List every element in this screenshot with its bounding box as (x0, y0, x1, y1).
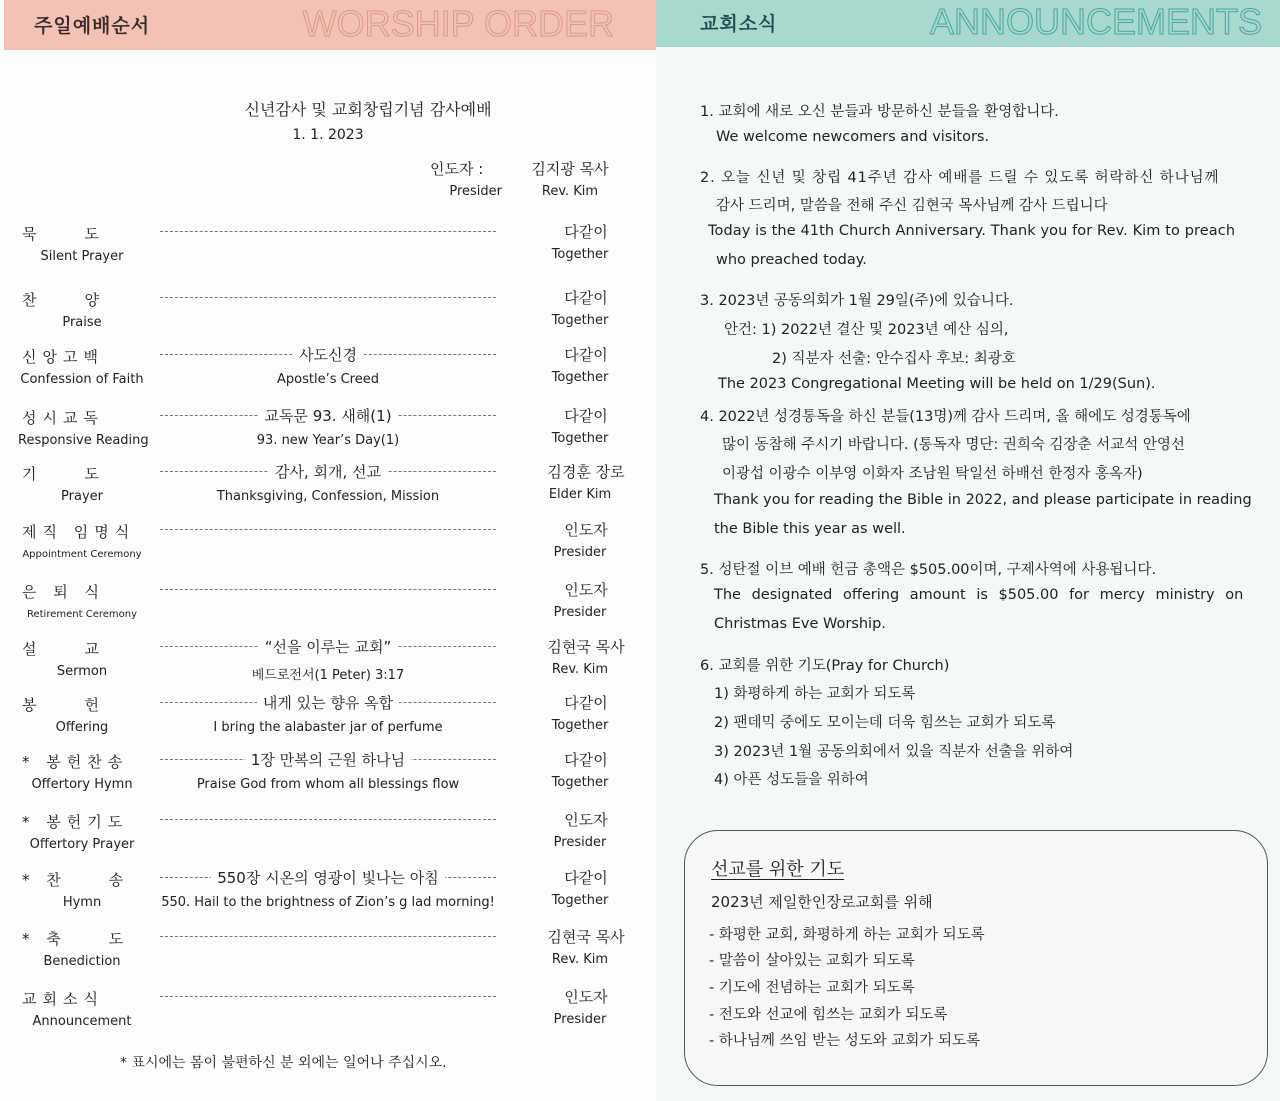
order-item-leader-ko: 다같이 (564, 223, 608, 241)
order-item-leader-en: Elder Kim (548, 487, 612, 502)
dashed-leader (160, 529, 496, 530)
order-item-name-ko: 은 퇴 식 (22, 583, 106, 601)
order-item-leader-en: Together (551, 431, 609, 446)
mission-prayer-item: - 화평한 교회, 화평하게 하는 교회가 되도록 (709, 927, 985, 943)
presider-label-ko: 인도자 : (430, 160, 484, 178)
worship-order-header (4, 0, 656, 50)
order-item-leader-en: Presider (553, 605, 607, 620)
announcement-line: The designated offering amount is $505.00 for mercy ministry on (714, 587, 1244, 603)
announcement-line: 1) 화평하게 하는 교회가 되도록 (714, 686, 916, 702)
announcement-line: 2) 팬데믹 중에도 모이는데 더욱 힘쓰는 교회가 되도록 (714, 715, 1056, 731)
announcements-title-ko: 교회소식 (700, 13, 778, 35)
order-item (0, 694, 656, 750)
mission-prayer-item: - 기도에 전념하는 교회가 되도록 (709, 980, 915, 996)
order-item-leader-ko: 다같이 (564, 346, 608, 364)
order-item (0, 638, 656, 694)
order-item-detail-ko (160, 636, 496, 657)
order-item-leader-ko: 김현국 목사 (547, 928, 625, 946)
order-item (0, 521, 656, 577)
worship-order-title-en: WORSHIP ORDER (302, 3, 614, 44)
worship-order-title-ko: 주일예배순서 (34, 15, 151, 37)
dashed-leader (160, 231, 496, 232)
order-item-name-en: Silent Prayer (40, 249, 124, 264)
order-item (0, 928, 656, 984)
order-item-name-en: Announcement (32, 1014, 132, 1029)
order-item-leader-ko: 다같이 (564, 869, 608, 887)
order-item-detail-en: 93. new Year’s Day(1) (256, 433, 400, 448)
announcement-line: 1. 교회에 새로 오신 분들과 방문하신 분들을 환영합니다. (700, 104, 1059, 120)
dashed-leader (160, 936, 496, 937)
order-item-leader-en: Presider (553, 1012, 607, 1027)
dashed-leader (160, 589, 496, 590)
order-item-leader-ko: 다같이 (564, 289, 608, 307)
order-item-leader-ko: 인도자 (564, 811, 608, 829)
order-item-detail-en: Apostle’s Creed (276, 372, 379, 387)
dashed-leader (160, 996, 496, 997)
order-item-name-en: Benediction (43, 954, 121, 969)
order-item-leader-ko: 다같이 (564, 694, 608, 712)
announcement-line: 많이 동참해 주시기 바랍니다. (통독자 명단: 권희숙 김장춘 서교석 안영선 (722, 437, 1185, 453)
announcement-line: 2) 직분자 선출: 안수집사 후보: 최광호 (772, 351, 1016, 367)
announcement-line: who preached today. (716, 252, 867, 268)
presider-label-en: Presider (449, 184, 502, 199)
order-item-name-ko: 찬 양 (22, 291, 105, 309)
order-item-name-ko: 성시교독 (22, 409, 104, 427)
order-item-name-en: Prayer (61, 489, 103, 504)
order-item-name-en: Praise (62, 315, 102, 330)
order-item-detail-ko-text: 550장 시온의 영광이 빛나는 아침 (211, 869, 445, 887)
order-item-detail-ko (160, 344, 496, 365)
order-item-name-ko: 설 교 (22, 640, 105, 658)
order-item (0, 346, 656, 402)
order-item-detail-ko-text: 교독문 93. 새해(1) (258, 407, 397, 425)
announcements-title-en: ANNOUNCEMENTS (929, 1, 1262, 42)
announcement-line: 4. 2022년 성경통독을 하신 분들(13명)께 감사 드리며, 올 해에도 성경통독에 (700, 409, 1191, 425)
dashed-leader (160, 297, 496, 298)
announcement-line: the Bible this year as well. (714, 521, 906, 537)
dashed-leader (160, 819, 496, 820)
service-date: 1. 1. 2023 (292, 127, 364, 143)
order-item-detail-ko-text: 감사, 회개, 선교 (269, 463, 387, 481)
order-item-leader-en: Together (551, 775, 609, 790)
announcement-line: 4) 아픈 성도들을 위하여 (714, 772, 869, 788)
order-item-leader-ko: 인도자 (564, 988, 608, 1006)
announcements-header (656, 0, 1280, 47)
announcement-line: We welcome newcomers and visitors. (716, 129, 990, 145)
service-title: 신년감사 및 교회창립기념 감사예배 (244, 100, 492, 119)
mission-prayer-box (684, 830, 1268, 1086)
order-item-name-en: Responsive Reading (18, 433, 149, 448)
announcement-line: 6. 교회를 위한 기도(Pray for Church) (700, 658, 950, 674)
announcement-line: 이광섭 이광수 이부영 이화자 조남원 탁일선 하배선 한정자 홍옥자) (722, 466, 1143, 482)
standing-footnote: * 표시에는 몸이 불편하신 분 외에는 일어나 주십시오. (120, 1055, 447, 1071)
order-item-detail-ko (160, 867, 496, 888)
order-item-leader-ko: 김현국 목사 (547, 638, 625, 656)
order-item-name-en: Hymn (62, 895, 102, 910)
mission-prayer-item: - 전도와 선교에 힘쓰는 교회가 되도록 (709, 1007, 948, 1023)
announcement-line: 3) 2023년 1월 공동의회에서 있을 직분자 선출을 위하여 (714, 744, 1074, 760)
order-item-name-en: Offertory Hymn (31, 777, 133, 792)
mission-prayer-item: - 말씀이 살아있는 교회가 되도록 (709, 953, 915, 969)
order-item-name-en: Sermon (56, 664, 108, 679)
order-item-detail-en: Praise God from whom all blessings flow (196, 777, 460, 792)
order-item-leader-en: Together (551, 247, 609, 262)
order-item-leader-en: Presider (553, 545, 607, 560)
mission-prayer-title: 선교를 위한 기도 (711, 859, 845, 880)
announcement-line: Thank you for reading the Bible in 2022, and please participate in reading (714, 492, 1252, 508)
order-item-detail-en: 550. Hail to the brightness of Zion’s g lad morning! (161, 895, 495, 910)
order-item-name-en: Appointment Ceremony (22, 549, 142, 560)
announcement-line: 3. 2023년 공동의회가 1월 29일(주)에 있습니다. (700, 293, 1014, 309)
order-item (0, 811, 656, 867)
order-item-name-en: Retirement Ceremony (26, 609, 138, 620)
order-item-detail-en: 베드로전서(1 Peter) 3:17 (251, 668, 405, 683)
order-item-detail-ko-text: 1장 만복의 근원 하나님 (245, 751, 411, 769)
order-item-name-ko: 봉 헌 (22, 696, 105, 714)
order-item (0, 407, 656, 463)
order-item-detail-ko-text: 내게 있는 향유 옥합 (257, 694, 399, 712)
announcement-line: The 2023 Congregational Meeting will be held on 1/29(Sun). (718, 376, 1156, 392)
order-item-leader-en: Together (551, 313, 609, 328)
order-item-leader-en: Together (551, 370, 609, 385)
mission-prayer-subtitle: 2023년 제일한인장로교회를 위해 (711, 893, 933, 911)
order-item-leader-ko: 다같이 (564, 407, 608, 425)
order-item-name-ko: 신앙고백 (22, 348, 104, 366)
order-item-name-ko: * 축 도 (22, 930, 130, 948)
presider-name-ko: 김지광 목사 (531, 160, 609, 178)
announcement-line: 2. 오늘 신년 및 창립 41주년 감사 예배를 드릴 수 있도록 허락하신 하나님께 (700, 170, 1220, 186)
order-item-detail-ko (160, 461, 496, 482)
order-item-name-en: Offertory Prayer (29, 837, 135, 852)
announcement-line: 감사 드리며, 말씀을 전해 주신 김현국 목사님께 감사 드립니다 (716, 198, 1108, 214)
announcement-line: Today is the 41th Church Anniversary. Thank you for Rev. Kim to preach (708, 223, 1236, 239)
order-item-leader-en: Together (551, 893, 609, 908)
announcements-panel (656, 0, 1280, 1101)
order-item-leader-en: Together (551, 718, 609, 733)
order-item (0, 581, 656, 637)
order-item-leader-ko: 다같이 (564, 751, 608, 769)
order-item-name-ko: * 봉헌찬송 (22, 753, 129, 771)
order-item-leader-ko: 인도자 (564, 521, 608, 539)
order-item (0, 751, 656, 807)
order-item-detail-ko (160, 749, 496, 770)
order-item (0, 223, 656, 279)
order-item-name-ko: 제직 임명식 (22, 523, 136, 541)
announcement-line: 안건: 1) 2022년 결산 및 2023년 예산 심의, (724, 322, 1009, 338)
order-item-leader-ko: 김경훈 장로 (547, 463, 625, 481)
order-item (0, 289, 656, 345)
order-item-name-en: Confession of Faith (20, 372, 144, 387)
order-item-detail-ko (160, 405, 496, 426)
order-item (0, 869, 656, 925)
order-item-detail-ko-text: 사도신경 (293, 346, 363, 364)
mission-prayer-item: - 하나님께 쓰임 받는 성도와 교회가 되도록 (709, 1033, 981, 1049)
announcement-line: 5. 성탄절 이브 예배 헌금 총액은 $505.00이며, 구제사역에 사용됩니다. (700, 562, 1157, 578)
order-item-detail-en: I bring the alabaster jar of perfume (213, 720, 443, 735)
order-item-leader-en: Rev. Kim (551, 952, 609, 967)
order-item-leader-en: Rev. Kim (551, 662, 609, 677)
order-item-leader-en: Presider (553, 835, 607, 850)
order-item-detail-en: Thanksgiving, Confession, Mission (216, 489, 440, 504)
order-item (0, 463, 656, 519)
order-item-name-en: Offering (55, 720, 109, 735)
order-item-name-ko: 묵 도 (22, 225, 105, 243)
order-item (0, 988, 656, 1044)
order-item-name-ko: 기 도 (22, 465, 105, 483)
order-item-name-ko: * 찬 송 (22, 871, 130, 889)
presider-name-en: Rev. Kim (541, 184, 599, 199)
order-item-leader-ko: 인도자 (564, 581, 608, 599)
order-item-detail-ko-text: “선을 이루는 교회” (259, 638, 398, 656)
order-item-name-ko: * 봉헌기도 (22, 813, 129, 831)
order-item-name-ko: 교회소식 (22, 990, 104, 1008)
order-item-detail-ko (160, 692, 496, 713)
announcement-line: Christmas Eve Worship. (714, 616, 886, 632)
